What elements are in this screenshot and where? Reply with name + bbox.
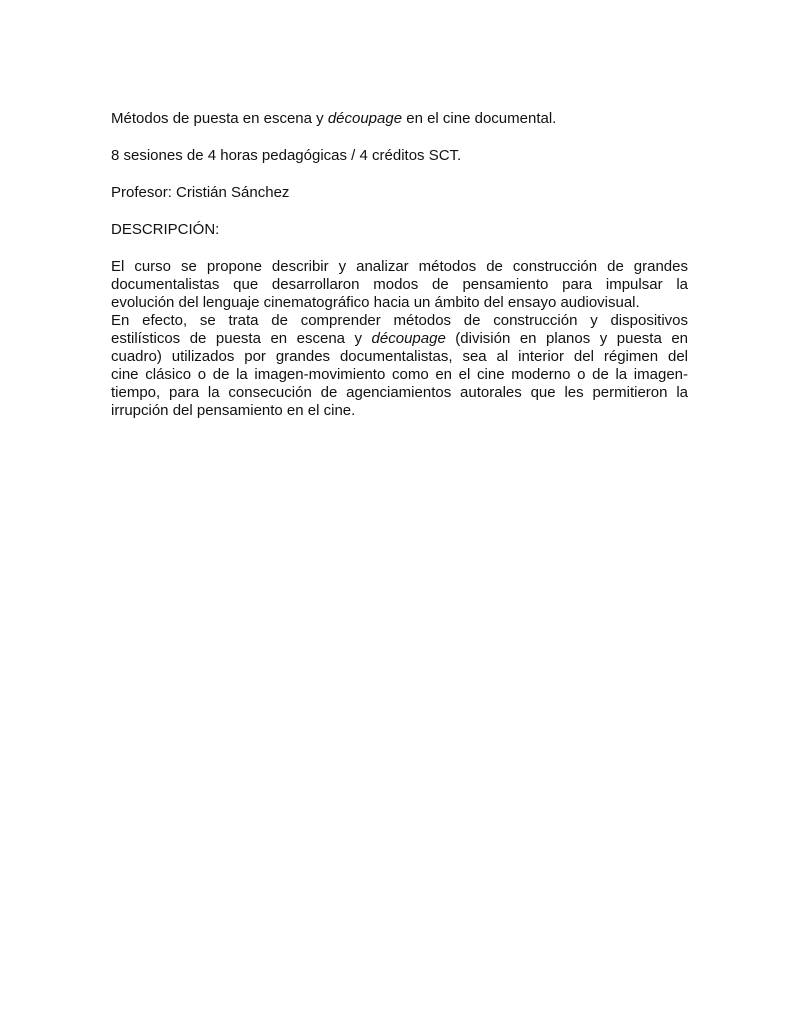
paragraph-line: evolución del lenguaje cinematográfico hacia un ámbito del ensayo audiovisual. xyxy=(111,294,640,311)
course-title xyxy=(111,110,688,128)
paragraph-line: cuadro) utilizados por grandes documentalistas, sea al interior del régimen del xyxy=(111,348,688,365)
paragraph-line: El curso se propone describir y analizar métodos de construcción de grandes xyxy=(111,258,688,275)
paragraph-line: cine clásico o de la imagen-movimiento como en el cine moderno o de la imagen- xyxy=(111,366,688,383)
paragraph-text: estilísticos de puesta en escena y xyxy=(111,330,372,347)
description-paragraph-2 xyxy=(111,312,688,420)
course-title-prefix: Métodos de puesta en escena y xyxy=(111,110,328,127)
description-paragraph-1 xyxy=(111,258,688,312)
paragraph-line: En efecto, se trata de comprender métodos de construcción y dispositivos xyxy=(111,312,688,329)
paragraph-line: tiempo, para la consecución de agenciamientos autorales que les permitieron la xyxy=(111,384,688,401)
section-heading: DESCRIPCIÓN: xyxy=(111,221,220,238)
course-title-italic: découpage xyxy=(327,110,403,127)
sessions-info: 8 sesiones de 4 horas pedagógicas / 4 créditos SCT. xyxy=(111,147,462,164)
professor-name: Profesor: Cristián Sánchez xyxy=(111,184,290,201)
document-body xyxy=(111,110,688,420)
paragraph-line: irrupción del pensamiento en el cine. xyxy=(111,402,356,419)
paragraph-italic-term: découpage xyxy=(371,330,446,347)
course-title-suffix: en el cine documental. xyxy=(402,110,557,127)
paragraph-line-with-italic xyxy=(111,330,688,348)
paragraph-line: documentalistas que desarrollaron modos de pensamiento para impulsar la xyxy=(111,276,688,293)
paragraph-text: (división en planos y puesta en xyxy=(445,330,688,347)
